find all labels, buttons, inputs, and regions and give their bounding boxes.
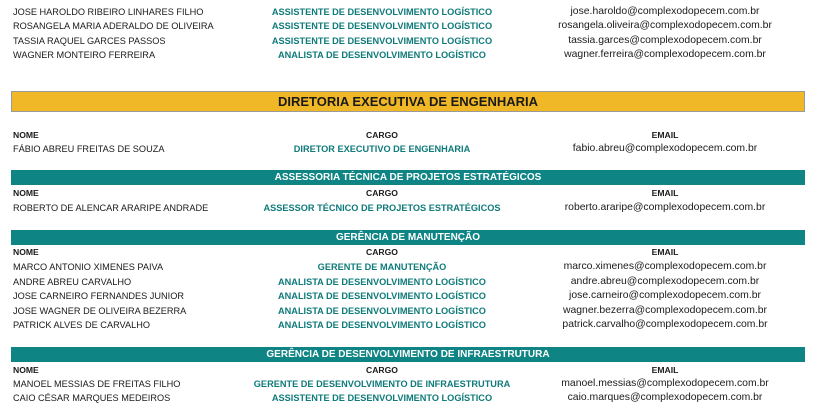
header-nome: NOME xyxy=(13,188,39,198)
employee-name: ROBERTO DE ALENCAR ARARIPE ANDRADE xyxy=(13,203,209,213)
employee-email[interactable]: patrick.carvalho@complexodopecem.com.br xyxy=(562,319,768,330)
employee-role: GERENTE DE DESENVOLVIMENTO DE INFRAESTRUTURA xyxy=(253,379,511,389)
section-title: ASSESSORIA TÉCNICA DE PROJETOS ESTRATÉGICOS xyxy=(11,170,805,185)
table-row xyxy=(0,318,816,332)
table-row xyxy=(0,275,816,289)
employee-name: WAGNER MONTEIRO FERREIRA xyxy=(13,50,156,60)
employee-email[interactable]: andre.abreu@complexodopecem.com.br xyxy=(570,276,760,287)
employee-name: FÁBIO ABREU FREITAS DE SOUZA xyxy=(13,144,165,154)
table-row xyxy=(0,377,816,391)
employee-name: JOSE WAGNER DE OLIVEIRA BEZERRA xyxy=(13,306,187,316)
header-nome: NOME xyxy=(13,365,39,375)
table-header xyxy=(0,364,816,376)
employee-name: JOSE CARNEIRO FERNANDES JUNIOR xyxy=(13,291,185,301)
section-title: GERÊNCIA DE DESENVOLVIMENTO DE INFRAESTRUTURA xyxy=(11,347,805,362)
employee-name: MARCO ANTONIO XIMENES PAIVA xyxy=(13,262,164,272)
employee-email[interactable]: wagner.ferreira@complexodopecem.com.br xyxy=(564,49,766,60)
directorate-title: DIRETORIA EXECUTIVA DE ENGENHARIA xyxy=(11,91,805,112)
header-email: EMAIL xyxy=(651,247,679,257)
table-header xyxy=(0,187,816,199)
employee-email[interactable]: tassia.garces@complexodopecem.com.br xyxy=(568,35,762,46)
table-row xyxy=(0,201,816,215)
employee-role: ASSISTENTE DE DESENVOLVIMENTO LOGÍSTICO xyxy=(271,21,493,31)
employee-email[interactable]: caio.marques@complexodopecem.com.br xyxy=(567,392,763,403)
employee-email[interactable]: marco.ximenes@complexodopecem.com.br xyxy=(563,261,767,272)
employee-name: MANOEL MESSIAS DE FREITAS FILHO xyxy=(13,379,181,389)
table-row xyxy=(0,391,816,405)
employee-email[interactable]: jose.haroldo@complexodopecem.com.br xyxy=(570,6,760,17)
employee-role: ANALISTA DE DESENVOLVIMENTO LOGÍSTICO xyxy=(278,306,486,316)
employee-email[interactable]: manoel.messias@complexodopecem.com.br xyxy=(561,378,769,389)
employee-role: ASSISTENTE DE DESENVOLVIMENTO LOGÍSTICO xyxy=(271,393,493,403)
header-cargo: CARGO xyxy=(366,247,398,257)
header-email: EMAIL xyxy=(651,188,679,198)
employee-role: ANALISTA DE DESENVOLVIMENTO LOGÍSTICO xyxy=(278,50,486,60)
table-row xyxy=(0,5,816,19)
section-title: GERÊNCIA DE MANUTENÇÃO xyxy=(11,230,805,245)
table-row xyxy=(0,19,816,33)
employee-email[interactable]: fabio.abreu@complexodopecem.com.br xyxy=(572,143,758,154)
employee-role: ANALISTA DE DESENVOLVIMENTO LOGÍSTICO xyxy=(278,277,486,287)
employee-name: TASSIA RAQUEL GARCES PASSOS xyxy=(13,36,166,46)
table-row xyxy=(0,260,816,274)
table-row xyxy=(0,34,816,48)
header-cargo: CARGO xyxy=(366,188,398,198)
table-header xyxy=(0,246,816,258)
header-email: EMAIL xyxy=(651,130,679,140)
header-cargo: CARGO xyxy=(366,130,398,140)
header-email: EMAIL xyxy=(651,365,679,375)
table-header xyxy=(0,129,816,141)
employee-role: ASSISTENTE DE DESENVOLVIMENTO LOGÍSTICO xyxy=(271,36,493,46)
employee-name: PATRICK ALVES DE CARVALHO xyxy=(13,320,151,330)
employee-role: ANALISTA DE DESENVOLVIMENTO LOGÍSTICO xyxy=(278,320,486,330)
employee-name: ROSANGELA MARIA ADERALDO DE OLIVEIRA xyxy=(13,21,214,31)
employee-name: JOSE HAROLDO RIBEIRO LINHARES FILHO xyxy=(13,7,204,17)
header-cargo: CARGO xyxy=(366,365,398,375)
employee-email[interactable]: wagner.bezerra@complexodopecem.com.br xyxy=(562,305,768,316)
header-nome: NOME xyxy=(13,247,39,257)
table-row xyxy=(0,142,816,156)
employee-email[interactable]: jose.carneiro@complexodopecem.com.br xyxy=(569,290,761,301)
employee-role: ASSESSOR TÉCNICO DE PROJETOS ESTRATÉGICOS xyxy=(263,203,501,213)
table-row xyxy=(0,48,816,62)
employee-email[interactable]: roberto.araripe@complexodopecem.com.br xyxy=(564,202,766,213)
employee-email[interactable]: rosangela.oliveira@complexodopecem.com.br xyxy=(558,20,772,31)
employee-role: GERENTE DE MANUTENÇÃO xyxy=(317,262,447,272)
employee-name: CAIO CÉSAR MARQUES MEDEIROS xyxy=(13,393,171,403)
employee-name: ANDRE ABREU CARVALHO xyxy=(13,277,132,287)
table-row xyxy=(0,304,816,318)
employee-role: ANALISTA DE DESENVOLVIMENTO LOGÍSTICO xyxy=(278,291,486,301)
employee-role: ASSISTENTE DE DESENVOLVIMENTO LOGÍSTICO xyxy=(271,7,493,17)
table-row xyxy=(0,289,816,303)
employee-role: DIRETOR EXECUTIVO DE ENGENHARIA xyxy=(293,144,471,154)
header-nome: NOME xyxy=(13,130,39,140)
